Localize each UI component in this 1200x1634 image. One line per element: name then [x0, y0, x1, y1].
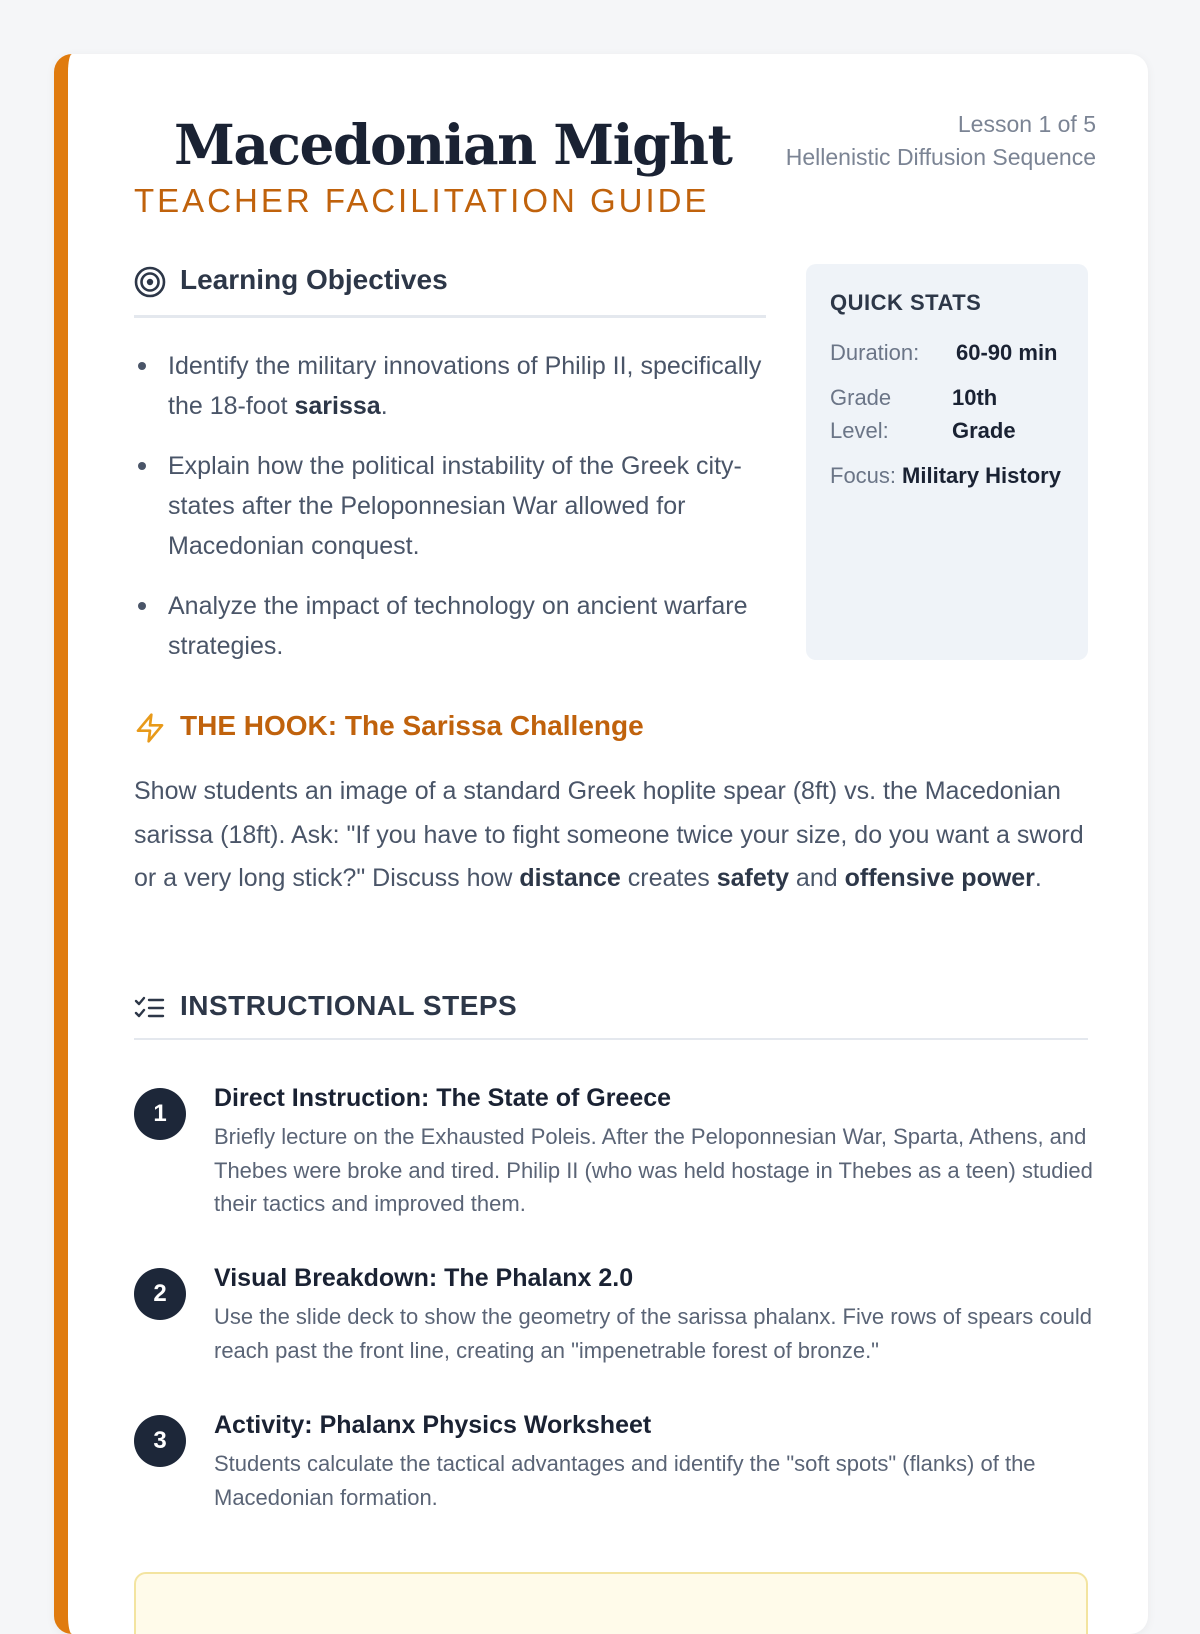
list-item: [134, 446, 774, 566]
step-number-badge: 2: [134, 1268, 186, 1320]
hook-bold-term: distance: [519, 864, 621, 892]
bullet: [138, 462, 146, 470]
objective-text: Analyze the impact of technology on ancient warfare strategies.: [168, 592, 748, 660]
hook-bold-term: safety: [716, 864, 789, 892]
callout-box: [134, 1572, 1088, 1634]
page-title: Macedonian Might: [174, 112, 732, 177]
stat-label: Focus:: [830, 463, 897, 488]
stat-value: 10th Grade: [952, 385, 1016, 443]
stat-value: Military History: [902, 463, 1061, 488]
steps-header: [134, 990, 1088, 1040]
bullet: [138, 362, 146, 370]
lesson-number: Lesson 1 of 5: [957, 111, 1096, 137]
stat-duration: [830, 336, 1064, 369]
objective-bold-term: sarissa: [294, 392, 381, 420]
hook-text-segment: creates: [620, 864, 717, 892]
checklist-icon: [134, 994, 166, 1027]
quick-stats-panel: [806, 264, 1088, 660]
lesson-meta: [786, 108, 1096, 174]
objectives-list: [134, 346, 774, 686]
stat-label: Duration:: [830, 340, 920, 365]
page-subtitle: TEACHER FACILITATION GUIDE: [134, 182, 710, 219]
hook-title: THE HOOK: The Sarissa Challenge: [180, 710, 644, 741]
stat-value: 60-90 min: [956, 340, 1058, 365]
objective-text: Identify the military innovations of Philip II, specifically the 18-foot: [168, 352, 762, 420]
step-number-badge: 1: [134, 1088, 186, 1140]
objective-punctuation: .: [380, 392, 388, 420]
quick-stats-title: QUICK STATS: [830, 290, 982, 315]
lesson-card: [54, 54, 1148, 1634]
sequence-name: Hellenistic Diffusion Sequence: [785, 144, 1096, 170]
hook-text: [134, 770, 1094, 901]
step-title: Direct Instruction: The State of Greece: [214, 1084, 672, 1112]
step-title: Activity: Phalanx Physics Worksheet: [214, 1411, 652, 1439]
stat-grade: [830, 381, 1064, 447]
hook-text-segment: .: [1034, 864, 1042, 892]
hook-text-segment: Show students an image of a standard Greek hoplite spear (8ft) vs. the Macedonian sarissa (18ft). Ask: "If you have to fight someone twice your size, do you want a sword or a very long stick?" Discuss how: [134, 777, 1084, 892]
hook-text-segment: and: [788, 864, 845, 892]
step-number-badge: 3: [134, 1415, 186, 1467]
objectives-title: Learning Objectives: [180, 264, 448, 295]
stat-focus: [830, 459, 1064, 492]
step-description: Students calculate the tactical advantages and identify the "soft spots" (flanks) of the Macedonian formation.: [214, 1451, 1036, 1510]
list-item: [134, 346, 774, 426]
lightning-icon: [134, 712, 166, 749]
bullet: [138, 602, 146, 610]
objectives-header: [134, 264, 766, 318]
step-description: Use the slide deck to show the geometry of the sarissa phalanx. Five rows of spears could reach past the front line, creating an "impenetrable forest of bronze.": [214, 1304, 1092, 1363]
target-icon: [134, 266, 166, 303]
step-title: Visual Breakdown: The Phalanx 2.0: [214, 1264, 634, 1292]
steps-title: INSTRUCTIONAL STEPS: [180, 990, 518, 1021]
hook-bold-term: offensive power: [844, 864, 1035, 892]
stat-label: Grade Level:: [830, 385, 892, 443]
list-item: [134, 586, 774, 666]
objective-text: Explain how the political instability of the Greek city-states after the Peloponnesian War allowed for Macedonian conquest.: [168, 452, 742, 560]
step-description: Briefly lecture on the Exhausted Poleis. After the Peloponnesian War, Sparta, Athens, and Thebes were broke and tired. Philip II (who was held hostage in Thebes as a teen) studied their tactics and improved them.: [214, 1124, 1093, 1216]
